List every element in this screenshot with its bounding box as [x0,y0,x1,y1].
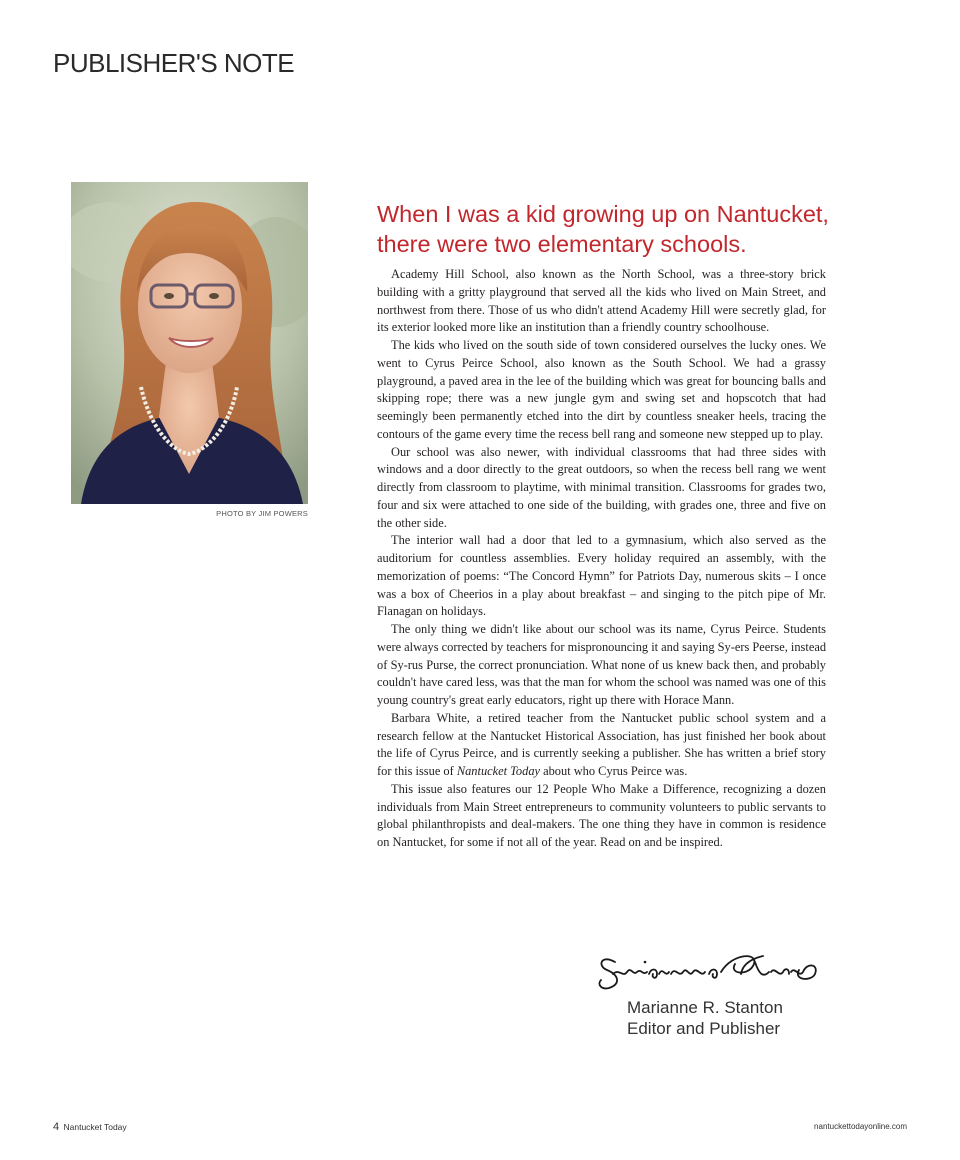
photo-credit: PHOTO BY JIM POWERS [216,509,308,518]
article-headline [377,199,887,259]
headline-line-2: there were two elementary schools. [377,231,747,257]
body-paragraph-5: The only thing we didn't like about our school was its name, Cyrus Peirce. Students were always corrected by teachers for mispronouncing it and saying Sy-ers Peerse, instead of Sy-rus Purse, the correct pronunciation. What none of us knew back then, and probably couldn't have cared less, was that the man for whom the school was named was one of this young country's great early educators, right up there with Horace Mann. [377,622,827,707]
body-paragraph-1: Academy Hill School, also known as the North School, was a three-story brick building with a gritty playground that served all the kids who lived on Main Street, and northwest from there. Those of us who didn't attend Academy Hill were secretly glad, for its exterior looked more like an institution than a friendly country schoolhouse. [377,267,826,335]
section-title: PUBLISHER'S NOTE [53,48,295,78]
magazine-title-italic: Nantucket Today [456,764,541,778]
publisher-portrait-photo [71,182,308,504]
headline-line-1: When I was a kid growing up on Nantucket, [377,201,829,227]
signoff-name: Marianne R. Stanton [627,998,783,1017]
footer-page-info [53,1121,127,1133]
body-paragraph-6: Barbara White, a retired teacher from the Nantucket public school system and a research fellow at the Nantucket Historical Association, has just finished her book about the life of Cyrus Peirce, and is currently seeking a publisher. She has written a brief story for this issue of Nantucket Today about who Cyrus Peirce was. [377,710,826,778]
signature-drawing [593,944,829,994]
footer-website: nantuckettodayonline.com [814,1122,907,1131]
publication-name: Nantucket Today [63,1122,127,1132]
portrait-illustration [71,182,308,504]
article-body [377,266,826,852]
body-paragraph-7: This issue also features our 12 People Who Make a Difference, recognizing a dozen individuals from Main Street entrepreneurs to community volunteers to public servants to global philanthropists and deal-makers. The one thing they have in common is residence on Nantucket, for some if not all of the year. Read on and be inspired. [377,781,826,849]
body-paragraph-4: The interior wall had a door that led to a gymnasium, which also served as the auditorium for countless assemblies. Every holiday required an assembly, with the memorization of poems: “The Concord Hymn” for Patriots Day, numerous skits – I once was a box of Cheerios in a play about breakfast – and singing to the pitch pipe of Mr. Flanagan on holidays. [377,533,826,619]
handwritten-signature [593,944,829,994]
signoff-title: Editor and Publisher [627,1019,781,1038]
body-paragraph-3: Our school was also newer, with individual classrooms that had three sides with windows and a door directly to the great outdoors, so when the recess bell rang we went directly from classroom to playtime, with minimal transition. Classrooms for grades two, four and six were attached to one side of the building, with grades one, three and five on the other side. [377,444,826,530]
body-paragraph-2: The kids who lived on the south side of town considered ourselves the lucky ones. We went to Cyrus Peirce School, also known as the South School. We had a grassy playground, a paved area in the lee of the building which was great for bouncing balls and skipping rope; there was a new jungle gym and swing set and hopscotch that had seemingly been permanently etched into the dirt by countless sneaker heels, tracing the contours of the game every time the recess bell rang and someone new stepped up to play. [377,338,826,441]
page-number: 4 [53,1121,60,1133]
